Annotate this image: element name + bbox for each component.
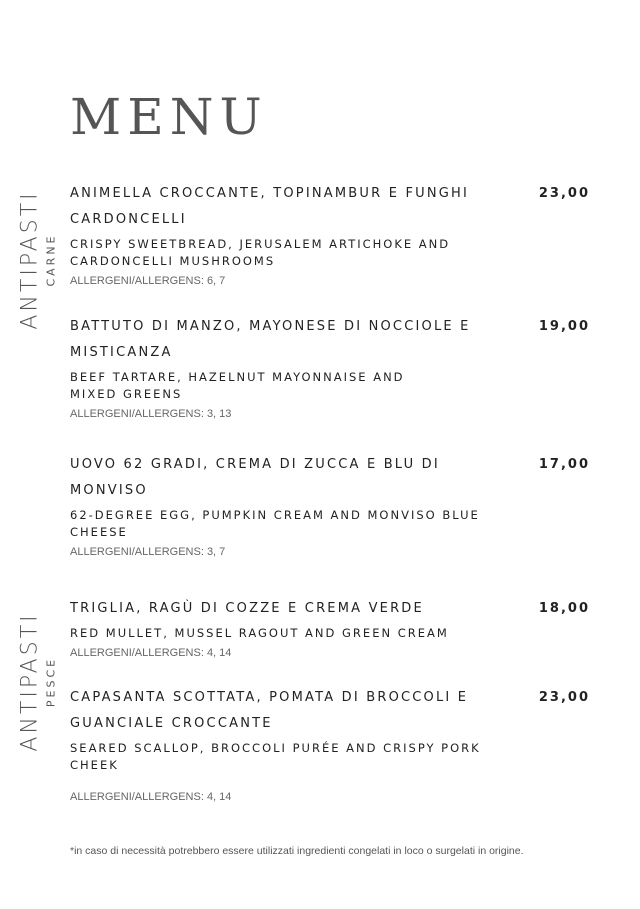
item-name: BATTUTO DI MANZO, MAYONESE DI NOCCIOLE E MISTICANZA [70, 319, 471, 360]
section-label-main: ANTIPASTI [17, 612, 43, 752]
item-allergens: ALLERGENI/ALLERGENS: 6, 7 [70, 275, 226, 287]
section-label-antipasti-pesce [17, 612, 58, 752]
item-english-description: BEEF TARTARE, HAZELNUT MAYONNAISE AND MIXED GREENS [70, 370, 405, 401]
item-price: 17,00 [538, 457, 590, 472]
item-name: ANIMELLA CROCCANTE, TOPINAMBUR E FUNGHI CARDONCELLI [70, 186, 470, 227]
item-price: 18,00 [538, 601, 590, 616]
menu-item-triglia [70, 596, 590, 660]
item-english-description: SEARED SCALLOP, BROCCOLI PURÉE AND CRISPY PORK CHEEK [70, 741, 481, 772]
item-allergens: ALLERGENI/ALLERGENS: 4, 14 [70, 791, 232, 803]
item-name: TRIGLIA, RAGÙ DI COZZE E CREMA VERDE [70, 601, 424, 616]
item-price: 23,00 [538, 690, 590, 705]
menu-item-animella [70, 181, 590, 288]
item-allergens: ALLERGENI/ALLERGENS: 4, 14 [70, 647, 232, 659]
menu-title: MENU [70, 88, 268, 146]
item-price: 19,00 [538, 319, 590, 334]
menu-item-uovo [70, 452, 590, 559]
footnote: *in caso di necessità potrebbero essere utilizzati ingredienti congelati in loco o surgelati in origine. [70, 845, 524, 857]
item-english-description: RED MULLET, MUSSEL RAGOUT AND GREEN CREAM [70, 626, 449, 640]
item-name: UOVO 62 GRADI, CREMA DI ZUCCA E BLU DI MONVISO [70, 457, 440, 498]
item-allergens: ALLERGENI/ALLERGENS: 3, 13 [70, 408, 232, 420]
item-allergens: ALLERGENI/ALLERGENS: 3, 7 [70, 546, 226, 558]
section-label-main: ANTIPASTI [17, 190, 43, 330]
menu-item-capasanta [70, 685, 590, 804]
item-price: 23,00 [538, 186, 590, 201]
item-english-description: 62-DEGREE EGG, PUMPKIN CREAM AND MONVISO BLUE CHEESE [70, 508, 480, 539]
section-label-sub: PESCE [44, 656, 58, 708]
item-english-description: CRISPY SWEETBREAD, JERUSALEM ARTICHOKE AND CARDONCELLI MUSHROOMS [70, 237, 451, 268]
menu-item-battuto [70, 314, 590, 421]
section-label-sub: CARNE [44, 233, 58, 287]
section-label-antipasti-carne [17, 190, 58, 330]
item-name: CAPASANTA SCOTTATA, POMATA DI BROCCOLI E GUANCIALE CROCCANTE [70, 690, 469, 731]
